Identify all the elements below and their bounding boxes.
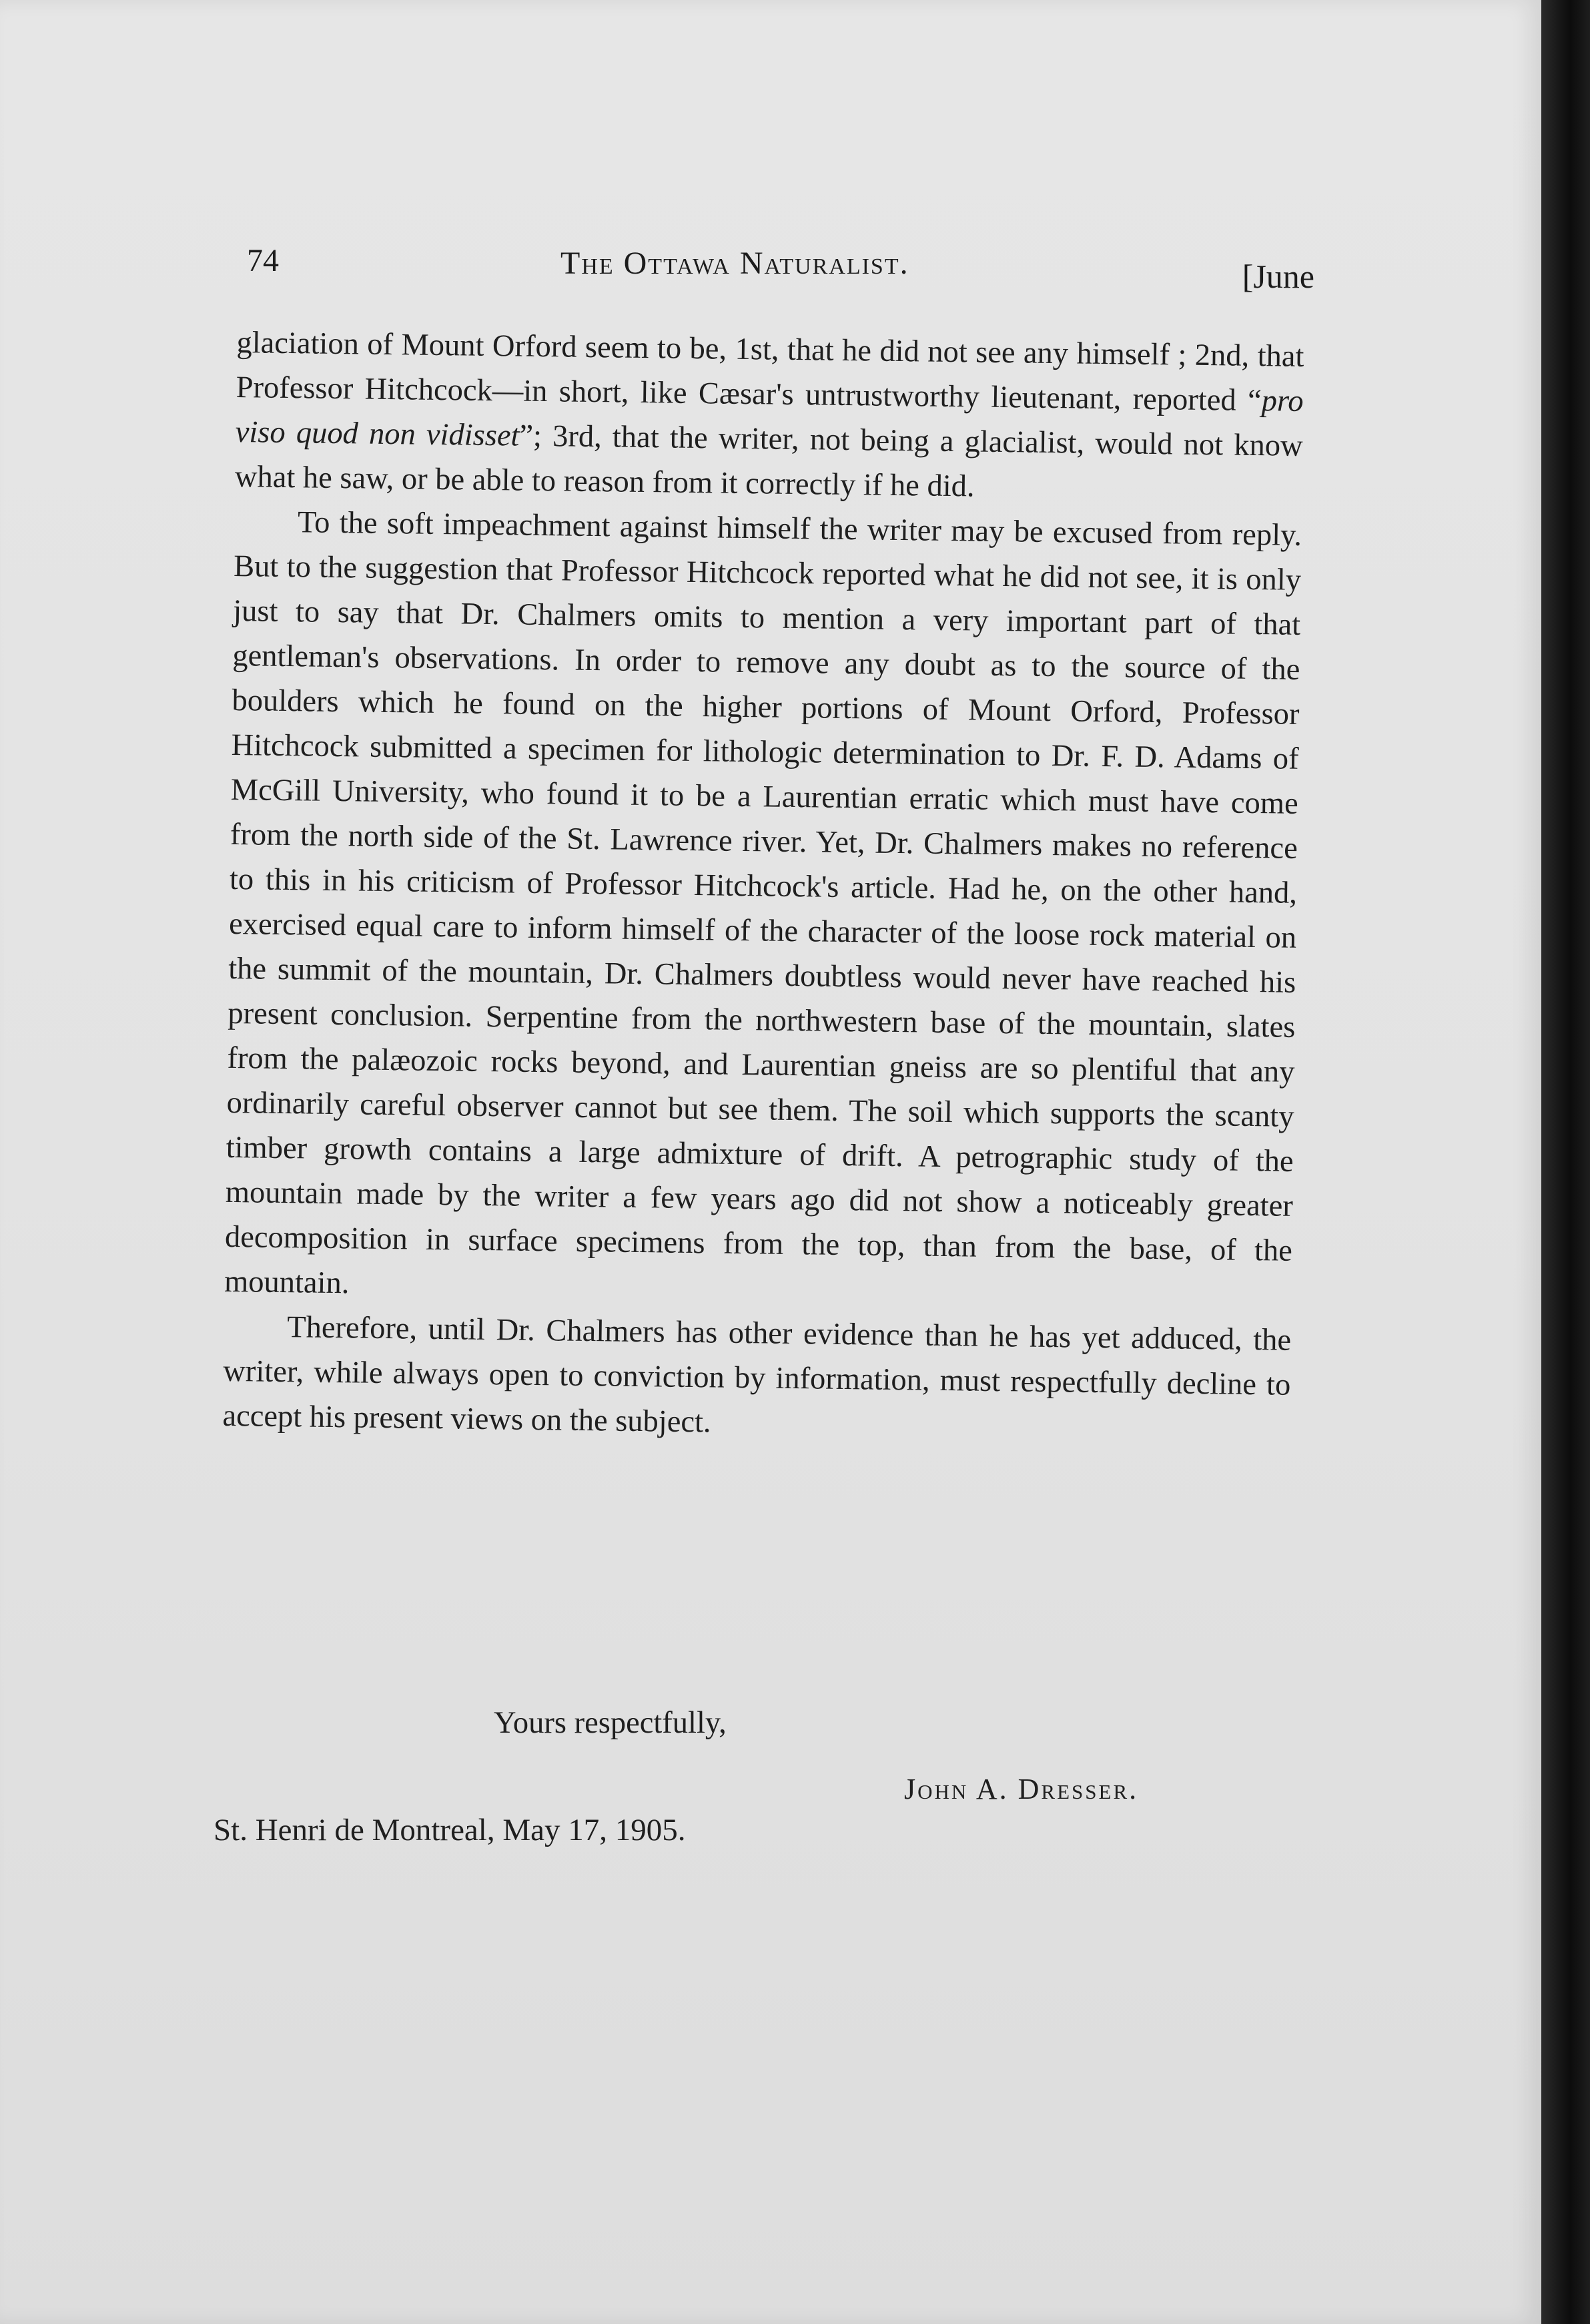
paragraph-1-text-after-quote: ”; 3rd, that the writer, not being a glacialist, would not know what he saw, or be able to reason from it correctly if he did.: [234, 418, 1303, 504]
author-signature: John A. Dresser.: [904, 1773, 1139, 1805]
latin-quote: pro viso quod non vidisset: [235, 384, 1304, 453]
letter-closing: Yours respectfully,: [494, 1706, 727, 1740]
issue-month: [June: [1242, 258, 1314, 295]
book-spine-shadow: [1541, 0, 1590, 2324]
paragraph-1: [234, 320, 1304, 513]
journal-title: The Ottawa Naturalist.: [560, 246, 909, 281]
page-number: 74: [247, 243, 279, 278]
letter-dateline: St. Henri de Montreal, May 17, 1905.: [214, 1813, 686, 1847]
article-body: [222, 320, 1304, 1452]
paragraph-3: Therefore, until Dr. Chalmers has other evidence than he has yet adduced, the writer, while always open to conviction by information, must respectfully decline to accept his present views on the subject.: [222, 1310, 1292, 1440]
paragraph-1-text-before-quote: glaciation of Mount Orford seem to be, 1st, that he did not see any himself ; 2nd, that Professor Hitchcock—in short, like Cæsar's untrustworthy lieutenant, reported “: [236, 325, 1304, 418]
paragraph-2: To the soft impeachment against himself the writer may be excused from reply. But to the suggestion that Professor Hitchcock reported what he did not see, it is only just to say that Dr. Chalmers omits to mention a very important part of that gentleman's observations. In order to remove any doubt as to the source of the boulders which he found on the higher portions of Mount Orford, Professor Hitchcock submitted a specimen for lithologic determination to Dr. F. D. Adams of McGill University, who found it to be a Laurentian erratic which must have come from the north side of the St. Lawrence river. Yet, Dr. Chalmers makes no reference to this in his criticism of Professor Hitchcock's article. Had he, on the other hand, exercised equal care to inform himself of the character of the loose rock material on the summit of the mountain, Dr. Chalmers doubtless would never have reached his present conclusion. Serpentine from the northwestern base of the mountain, slates from the palæozoic rocks beyond, and Laurentian gneiss are so plentiful that any ordinarily careful observer cannot but see them. The soil which supports the scanty timber growth contains a large admixture of drift. A petrographic study of the mountain made by the writer a few years ago did not show a noticeably greater decomposition in surface specimens from the top, than from the base, of the mountain.: [224, 505, 1302, 1301]
running-header: [247, 237, 1314, 297]
